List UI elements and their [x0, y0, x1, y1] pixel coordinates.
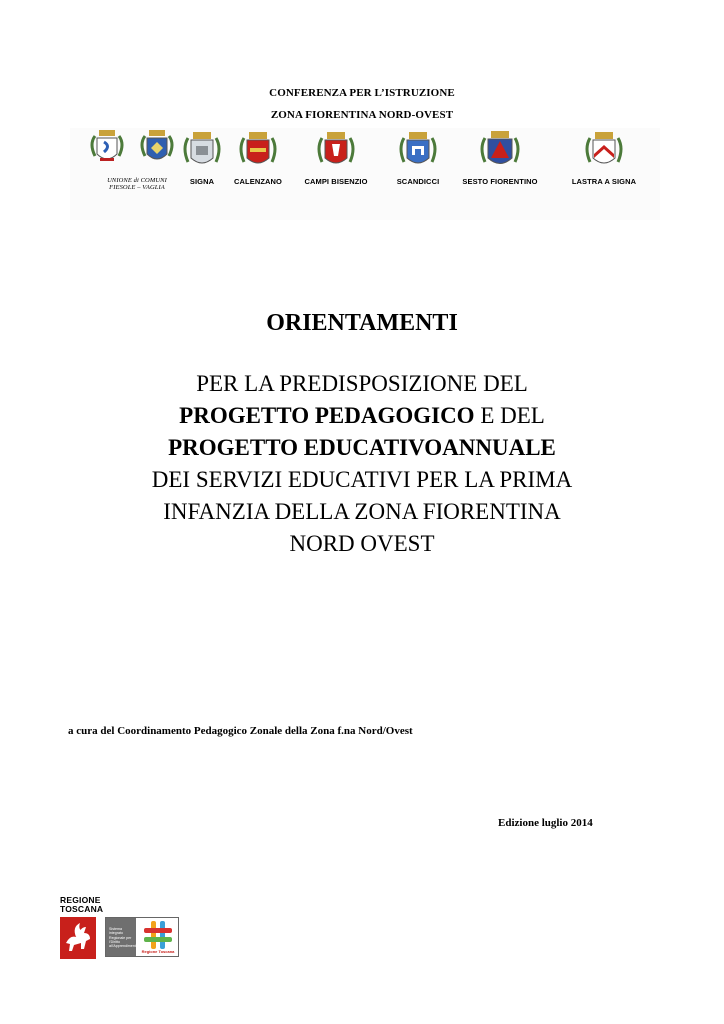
crest-campi-bisenzio — [296, 128, 376, 186]
calenzano-crest-icon — [238, 128, 278, 174]
crest-signa — [180, 128, 224, 186]
subtitle-line-2 — [0, 400, 724, 432]
subtitle-bold-pedagogico: PROGETTO PEDAGOGICO — [179, 403, 475, 428]
crest-sesto-fiorentino — [454, 128, 546, 186]
campi-bisenzio-crest-icon — [316, 128, 356, 174]
conference-title: CONFERENZA PER L’ISTRUZIONE — [269, 87, 455, 99]
edition-date: Edizione luglio 2014 — [498, 817, 593, 829]
subtitle-bold-educativo: PROGETTO EDUCATIVOANNUALE — [168, 435, 556, 460]
credit-line: a cura del Coordinamento Pedagogico Zonale della Zona f.na Nord/Ovest — [68, 725, 413, 737]
crest-unione — [82, 128, 192, 191]
regione-label-line-1: REGIONE — [60, 895, 101, 905]
sistema-text: Sistema integrato Regionale per l’Diritto all’Apprendimento — [109, 927, 138, 949]
sistema-integrato-logo — [105, 917, 179, 957]
calenzano-label: CALENZANO — [234, 177, 282, 186]
subtitle-line-2-rest: E DEL — [474, 403, 545, 428]
colorful-hash-icon — [144, 921, 172, 949]
unione-crests-icon — [85, 128, 189, 174]
crest-calenzano — [226, 128, 290, 186]
signa-crest-icon — [182, 128, 222, 174]
regione-label-line-2: TOSCANA — [60, 904, 104, 914]
subtitle-line-3 — [0, 432, 724, 464]
subtitle-line-1: PER LA PREDISPOSIZIONE DEL — [196, 371, 528, 396]
lastra-a-signa-label: LASTRA A SIGNA — [571, 177, 637, 186]
regione-toscana-label — [60, 896, 103, 914]
regione-toscana-logo — [60, 917, 96, 964]
sistema-regione-tag: Regione Toscana — [141, 949, 175, 954]
subtitle-line-5: INFANZIA DELLA ZONA FIORENTINA — [163, 499, 561, 524]
sesto-fiorentino-crest-icon — [478, 128, 522, 174]
crest-lastra-a-signa — [564, 128, 644, 186]
subtitle-line-6: NORD OVEST — [289, 531, 435, 556]
document-title: ORIENTAMENTI — [266, 310, 458, 336]
lastra-a-signa-crest-icon — [584, 128, 624, 174]
sesto-fiorentino-label: SESTO FIORENTINO — [462, 177, 538, 186]
crest-scandicci — [388, 128, 448, 186]
unione-label: UNIONE di COMUNI FIESOLE – VAGLIA — [107, 177, 167, 191]
subtitle-line-4: DEI SERVIZI EDUCATIVI PER LA PRIMA — [151, 467, 573, 492]
signa-label: SIGNA — [189, 177, 215, 186]
campi-bisenzio-label: CAMPI BISENZIO — [304, 177, 368, 186]
zone-title: ZONA FIORENTINA NORD-OVEST — [270, 109, 454, 121]
scandicci-label: SCANDICCI — [396, 177, 440, 186]
pegasus-flag-icon — [60, 917, 96, 959]
sistema-gray-panel — [106, 918, 136, 956]
municipality-logos — [70, 128, 660, 220]
scandicci-crest-icon — [398, 128, 438, 174]
